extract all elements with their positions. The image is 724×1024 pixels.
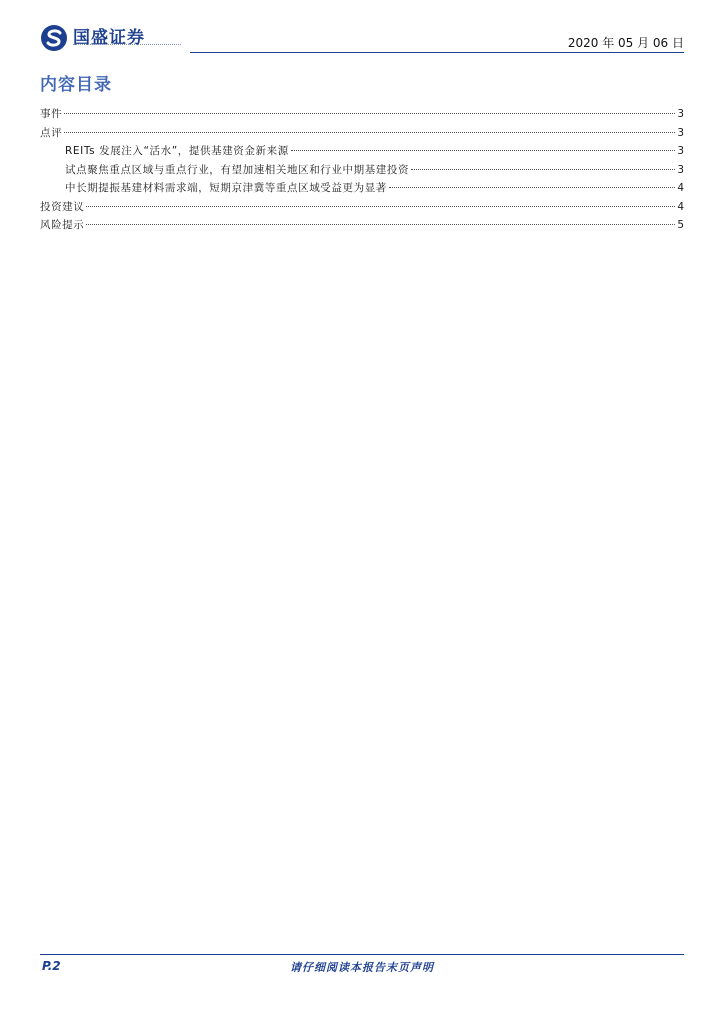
toc-leader-dots <box>86 224 675 225</box>
table-of-contents <box>40 106 684 236</box>
page-header <box>40 22 684 56</box>
toc-entry-label: 事件 <box>40 108 63 120</box>
toc-entry[interactable] <box>40 125 684 144</box>
page-number: P.2 <box>42 959 61 973</box>
toc-entry-label: 风险提示 <box>40 219 85 231</box>
toc-entry[interactable] <box>40 162 684 181</box>
toc-leader-dots <box>389 187 675 188</box>
logo-subtitle-decoration <box>73 44 181 49</box>
header-divider <box>190 52 684 53</box>
toc-entry[interactable] <box>40 143 684 162</box>
toc-entry-page: 3 <box>677 145 684 157</box>
toc-leader-dots <box>86 206 675 207</box>
report-date: 2020 年 05 月 06 日 <box>567 36 684 50</box>
toc-entry-label: 点评 <box>40 126 63 139</box>
toc-entry-page: 3 <box>677 126 684 139</box>
toc-entry-page: 5 <box>677 219 684 231</box>
toc-entry-page: 4 <box>677 182 684 194</box>
logo-text: 国盛证券 <box>73 28 145 48</box>
toc-entry[interactable] <box>40 217 684 236</box>
toc-title: 内容目录 <box>40 75 112 95</box>
toc-entry-page: 4 <box>677 200 684 213</box>
toc-entry-label: 试点聚焦重点区域与重点行业，有望加速相关地区和行业中期基建投资 <box>65 163 410 176</box>
toc-leader-dots <box>411 169 675 170</box>
company-logo <box>40 22 145 54</box>
disclaimer-note: 请仔细阅读本报告末页声明 <box>290 961 434 974</box>
toc-entry-label: REITs 发展注入“活水”，提供基建资金新来源 <box>65 145 289 157</box>
toc-entry[interactable] <box>40 180 684 199</box>
toc-leader-dots <box>291 150 676 151</box>
toc-entry[interactable] <box>40 106 684 125</box>
toc-entry-page: 3 <box>677 163 684 176</box>
toc-leader-dots <box>64 113 675 114</box>
footer-divider <box>40 954 684 955</box>
toc-entry-label: 投资建议 <box>40 200 85 213</box>
toc-entry[interactable] <box>40 199 684 218</box>
toc-leader-dots <box>64 132 675 133</box>
toc-entry-page: 3 <box>677 108 684 120</box>
guosheng-logo-icon <box>40 24 68 52</box>
toc-entry-label: 中长期提振基建材料需求端，短期京津冀等重点区域受益更为显著 <box>65 182 387 194</box>
